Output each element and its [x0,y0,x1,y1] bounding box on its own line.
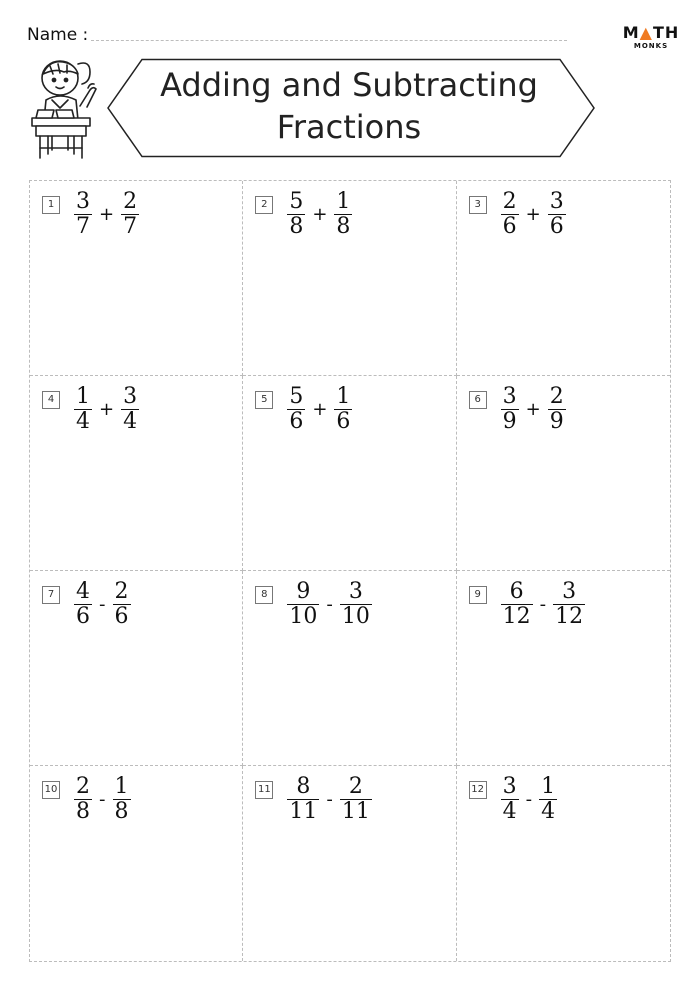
problem-cell[interactable] [30,376,243,571]
fraction-expression [501,190,566,239]
operator: + [312,399,328,420]
math-monks-logo [620,24,682,50]
numerator: 1 [541,774,556,799]
fraction-a [74,580,92,629]
denominator: 4 [76,409,90,434]
denominator: 6 [289,409,304,434]
numerator: 2 [76,774,90,799]
girl-at-desk-icon [22,52,104,160]
problem-number: 3 [469,196,487,214]
problem-number: 9 [469,586,487,604]
numerator: 5 [289,189,304,214]
operator: + [525,399,541,420]
problem-cell[interactable] [457,376,670,571]
numerator: 2 [114,579,129,604]
numerator: 2 [549,384,564,409]
numerator: 9 [296,579,311,604]
denominator: 4 [541,799,556,824]
fraction-a [74,775,92,824]
fraction-expression [501,385,566,434]
fraction-b [121,190,139,239]
problem-cell[interactable] [243,376,456,571]
denominator: 9 [502,409,517,434]
numerator: 3 [549,189,564,214]
problem-cell[interactable] [457,766,670,961]
denominator: 11 [289,799,318,824]
denominator: 12 [502,604,531,629]
worksheet-title [126,64,572,148]
title-line-2: Fractions [276,108,422,146]
fraction-expression [74,385,139,434]
numerator: 4 [76,579,90,604]
numerator: 3 [502,774,517,799]
problem-number: 2 [255,196,273,214]
fraction-expression [287,190,352,239]
denominator: 7 [123,214,138,239]
fraction-expression [501,775,558,824]
name-write-line[interactable] [91,40,567,41]
denominator: 6 [336,409,351,434]
denominator: 6 [114,604,129,629]
fraction-b [121,385,139,434]
numerator: 3 [502,384,517,409]
fraction-expression [287,775,372,824]
fraction-a [501,580,533,629]
logo-m: M [622,23,640,42]
problem-cell[interactable] [243,571,456,766]
denominator: 11 [341,799,370,824]
name-row [27,24,567,46]
problem-number: 5 [255,391,273,409]
title-line-1: Adding and Subtracting [160,66,538,104]
denominator: 4 [123,409,138,434]
problem-number: 7 [42,586,60,604]
logo-th: TH [652,23,680,42]
operator: + [525,204,541,225]
fraction-a [501,190,519,239]
fraction-b [553,580,585,629]
problem-number: 11 [255,781,273,799]
problem-cell[interactable] [243,766,456,961]
name-label: Name : [27,25,89,45]
denominator: 8 [289,214,304,239]
fraction-expression [74,190,139,239]
numerator: 1 [76,384,90,409]
fraction-expression [501,580,586,629]
denominator: 6 [502,214,517,239]
problem-cell[interactable] [243,181,456,376]
operator: - [326,594,333,615]
denominator: 8 [336,214,351,239]
denominator: 8 [114,799,129,824]
numerator: 3 [562,579,577,604]
fraction-b [334,385,352,434]
fraction-b [548,385,566,434]
operator: + [312,204,328,225]
denominator: 10 [341,604,370,629]
denominator: 9 [549,409,564,434]
fraction-b [539,775,557,824]
fraction-a [74,190,92,239]
fraction-b [113,580,131,629]
fraction-b [113,775,131,824]
denominator: 8 [76,799,90,824]
operator: + [99,204,115,225]
operator: - [326,789,333,810]
fraction-expression [287,385,352,434]
logo-subtitle: MONKS [633,42,669,50]
denominator: 12 [555,604,584,629]
operator: - [539,594,547,615]
problem-cell[interactable] [30,766,243,961]
numerator: 1 [114,774,129,799]
problem-cell[interactable] [457,571,670,766]
problem-number: 10 [42,781,60,799]
numerator: 3 [76,189,90,214]
operator: - [99,594,106,615]
fraction-expression [74,580,131,629]
numerator: 2 [348,774,363,799]
denominator: 10 [289,604,318,629]
fraction-expression [287,580,372,629]
fraction-a [287,775,319,824]
denominator: 6 [549,214,564,239]
numerator: 1 [336,384,351,409]
fraction-a [287,190,305,239]
problem-number: 1 [42,196,60,214]
problem-cell[interactable] [30,181,243,376]
fraction-b [548,190,566,239]
fraction-a [501,775,519,824]
problem-number: 12 [469,781,487,799]
problem-number: 4 [42,391,60,409]
numerator: 3 [123,384,138,409]
fraction-a [287,385,305,434]
denominator: 6 [76,604,90,629]
fraction-expression [74,775,131,824]
denominator: 7 [76,214,90,239]
fraction-b [340,580,372,629]
problem-cell[interactable] [30,571,243,766]
numerator: 8 [296,774,311,799]
numerator: 1 [336,189,351,214]
problem-cell[interactable] [457,181,670,376]
operator: - [99,789,106,810]
logo-triangle-icon: ▲ [639,23,653,42]
problem-number: 6 [469,391,487,409]
operator: + [99,399,115,420]
fraction-a [287,580,319,629]
operator: - [525,789,533,810]
numerator: 3 [348,579,363,604]
numerator: 6 [509,579,524,604]
numerator: 5 [289,384,304,409]
numerator: 2 [502,189,517,214]
problem-grid [29,180,671,962]
problem-number: 8 [255,586,273,604]
fraction-b [334,190,352,239]
numerator: 2 [123,189,138,214]
denominator: 4 [502,799,517,824]
fraction-a [501,385,519,434]
fraction-b [340,775,372,824]
fraction-a [74,385,92,434]
